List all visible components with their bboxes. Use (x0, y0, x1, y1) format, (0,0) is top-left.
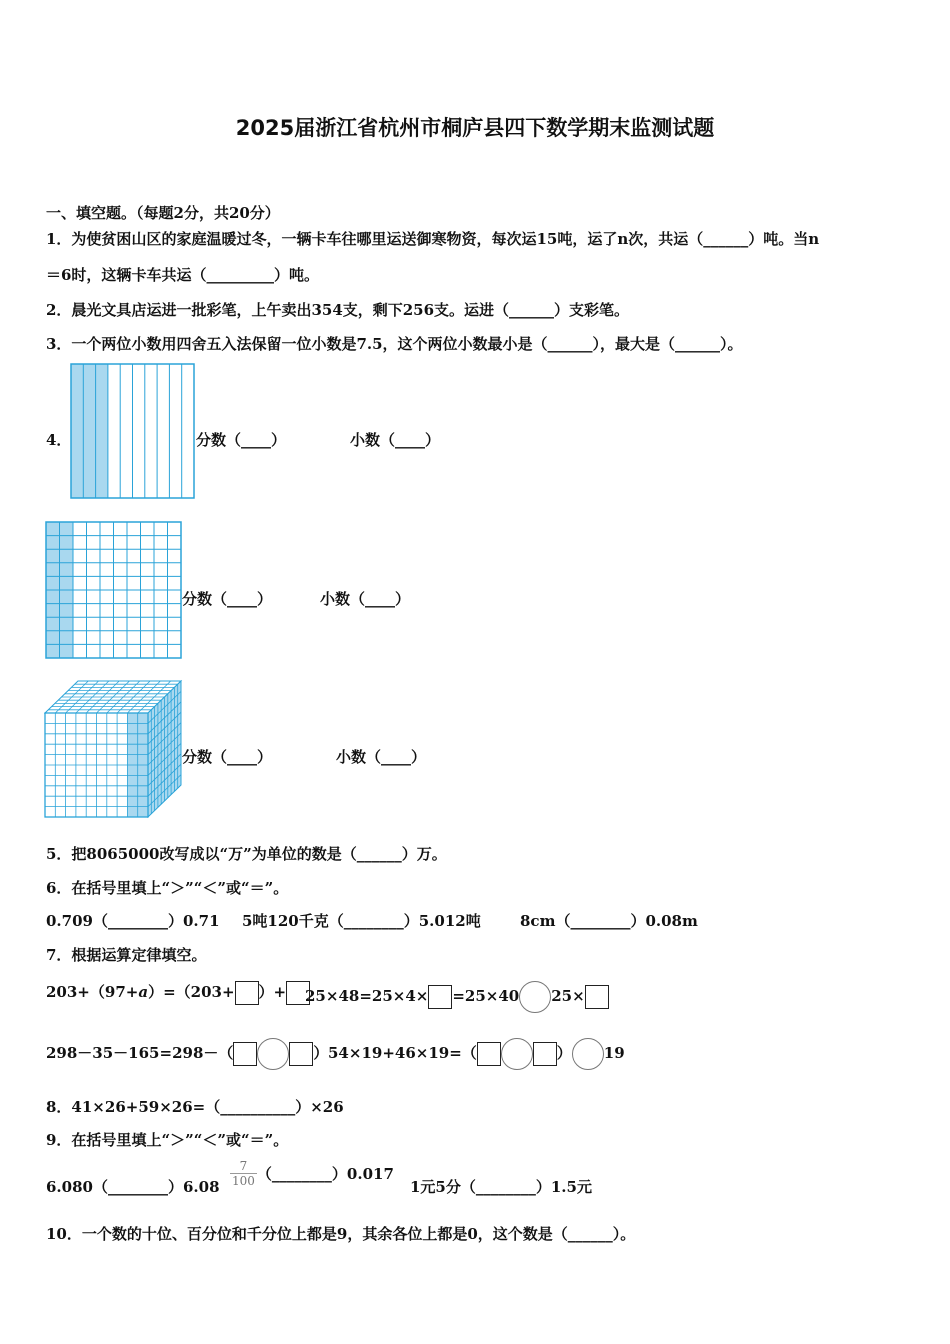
q7-e1-part-c: ）+ (258, 983, 287, 1001)
question-6-prompt: 6．在括号里填上“＞”“＜”或“＝”。 (46, 879, 289, 897)
q7-e2-answer-box-2[interactable] (585, 985, 609, 1009)
q7-e4-part-b: ） (556, 1044, 572, 1062)
q7-e3-answer-box-1[interactable] (233, 1042, 257, 1066)
q7-expression-4 (328, 1038, 625, 1070)
q7-e4-answer-box-1[interactable] (477, 1042, 501, 1066)
q7-e4-part-c: 19 (603, 1044, 625, 1062)
question-8: 8．41×26+59×26=（__________）×26 (46, 1098, 344, 1116)
q9-item-2 (230, 1159, 394, 1188)
q4-row1-decimal: 小数（____） (350, 431, 441, 449)
q7-e1-part-b: ）=（203+ (148, 983, 235, 1001)
q4-row3-fraction: 分数（____） (182, 748, 273, 766)
question-3: 3．一个两位小数用四舍五入法保留一位小数是7.5，这个两位小数最小是（______），最大是（______）。 (46, 335, 743, 353)
q7-e3-part-a: 298－35－165=298－（ (46, 1044, 234, 1062)
q9-fraction-denominator: 100 (232, 1174, 255, 1188)
q7-e2-part-a: 25×48=25×4× (305, 987, 429, 1005)
question-10: 10．一个数的十位、百分位和千分位上都是9，其余各位上都是0，这个数是（______）。 (46, 1225, 636, 1243)
q7-e4-operator-circle-2[interactable] (572, 1038, 604, 1070)
q7-e2-part-c: 25× (551, 987, 585, 1005)
question-4-number: 4． (46, 431, 72, 449)
q7-e1-answer-box-1[interactable] (235, 981, 259, 1005)
q7-e3-operator-circle[interactable] (257, 1038, 289, 1070)
q7-e1-part-a: 203+（97+ (46, 983, 139, 1001)
q7-e4-part-a: 54×19+46×19=（ (328, 1044, 477, 1062)
q4-row3-decimal: 小数（____） (336, 748, 427, 766)
q6-item-2: 5吨120千克（________）5.012吨 (242, 912, 481, 930)
q9-fraction (230, 1159, 257, 1188)
q7-e2-operator-circle[interactable] (519, 981, 551, 1013)
q7-e2-part-b: =25×40 (452, 987, 520, 1005)
question-1-line-1: 1．为使贫困山区的家庭温暖过冬，一辆卡车往哪里运送御寒物资，每次运15吨，运了n次，共运（______）吨。当n (46, 230, 820, 248)
q4-row2-fraction: 分数（____） (182, 590, 273, 608)
hundredths-grid-diagram (45, 521, 183, 660)
q7-e3-answer-box-2[interactable] (289, 1042, 313, 1066)
page-title: 2025届浙江省杭州市桐庐县四下数学期末监测试题 (235, 116, 715, 140)
question-2: 2．晨光文具店运进一批彩笔，上午卖出354支，剩下256支。运进（______）支彩笔。 (46, 301, 630, 319)
section-heading: 一、填空题。（每题2分，共20分） (46, 204, 280, 222)
q9-item-3: 1元5分（________）1.5元 (410, 1178, 592, 1196)
q7-expression-2 (305, 981, 609, 1013)
q7-e2-answer-box-1[interactable] (428, 985, 452, 1009)
question-1-line-2: ＝6时，这辆卡车共运（_________）吨。 (46, 266, 319, 284)
q4-row2-decimal: 小数（____） (320, 590, 411, 608)
question-5: 5．把8065000改写成以“万”为单位的数是（______）万。 (46, 845, 447, 863)
q7-e4-answer-box-2[interactable] (533, 1042, 557, 1066)
q7-expression-1 (46, 981, 310, 1005)
q7-e1-variable: a (138, 983, 149, 1001)
thousandths-cube-diagram (44, 679, 184, 819)
q7-e4-operator-circle-1[interactable] (501, 1038, 533, 1070)
q4-row1-fraction: 分数（____） (196, 431, 287, 449)
question-9-prompt: 9．在括号里填上“＞”“＜”或“＝”。 (46, 1131, 289, 1149)
shaded-tenths (71, 364, 108, 498)
q7-e3-part-b: ） (313, 1044, 329, 1062)
tenths-strip-diagram (70, 363, 196, 500)
q9-fraction-numerator: 7 (230, 1159, 257, 1174)
question-7-prompt: 7．根据运算定律填空。 (46, 946, 207, 964)
q9-item-1: 6.080（________）6.08 (46, 1178, 220, 1196)
q6-item-1: 0.709（________）0.71 (46, 912, 220, 930)
q7-expression-3 (46, 1038, 328, 1070)
q9-item-2-text: （________）0.017 (256, 1165, 394, 1183)
q6-item-3: 8cm（________）0.08m (520, 912, 698, 930)
